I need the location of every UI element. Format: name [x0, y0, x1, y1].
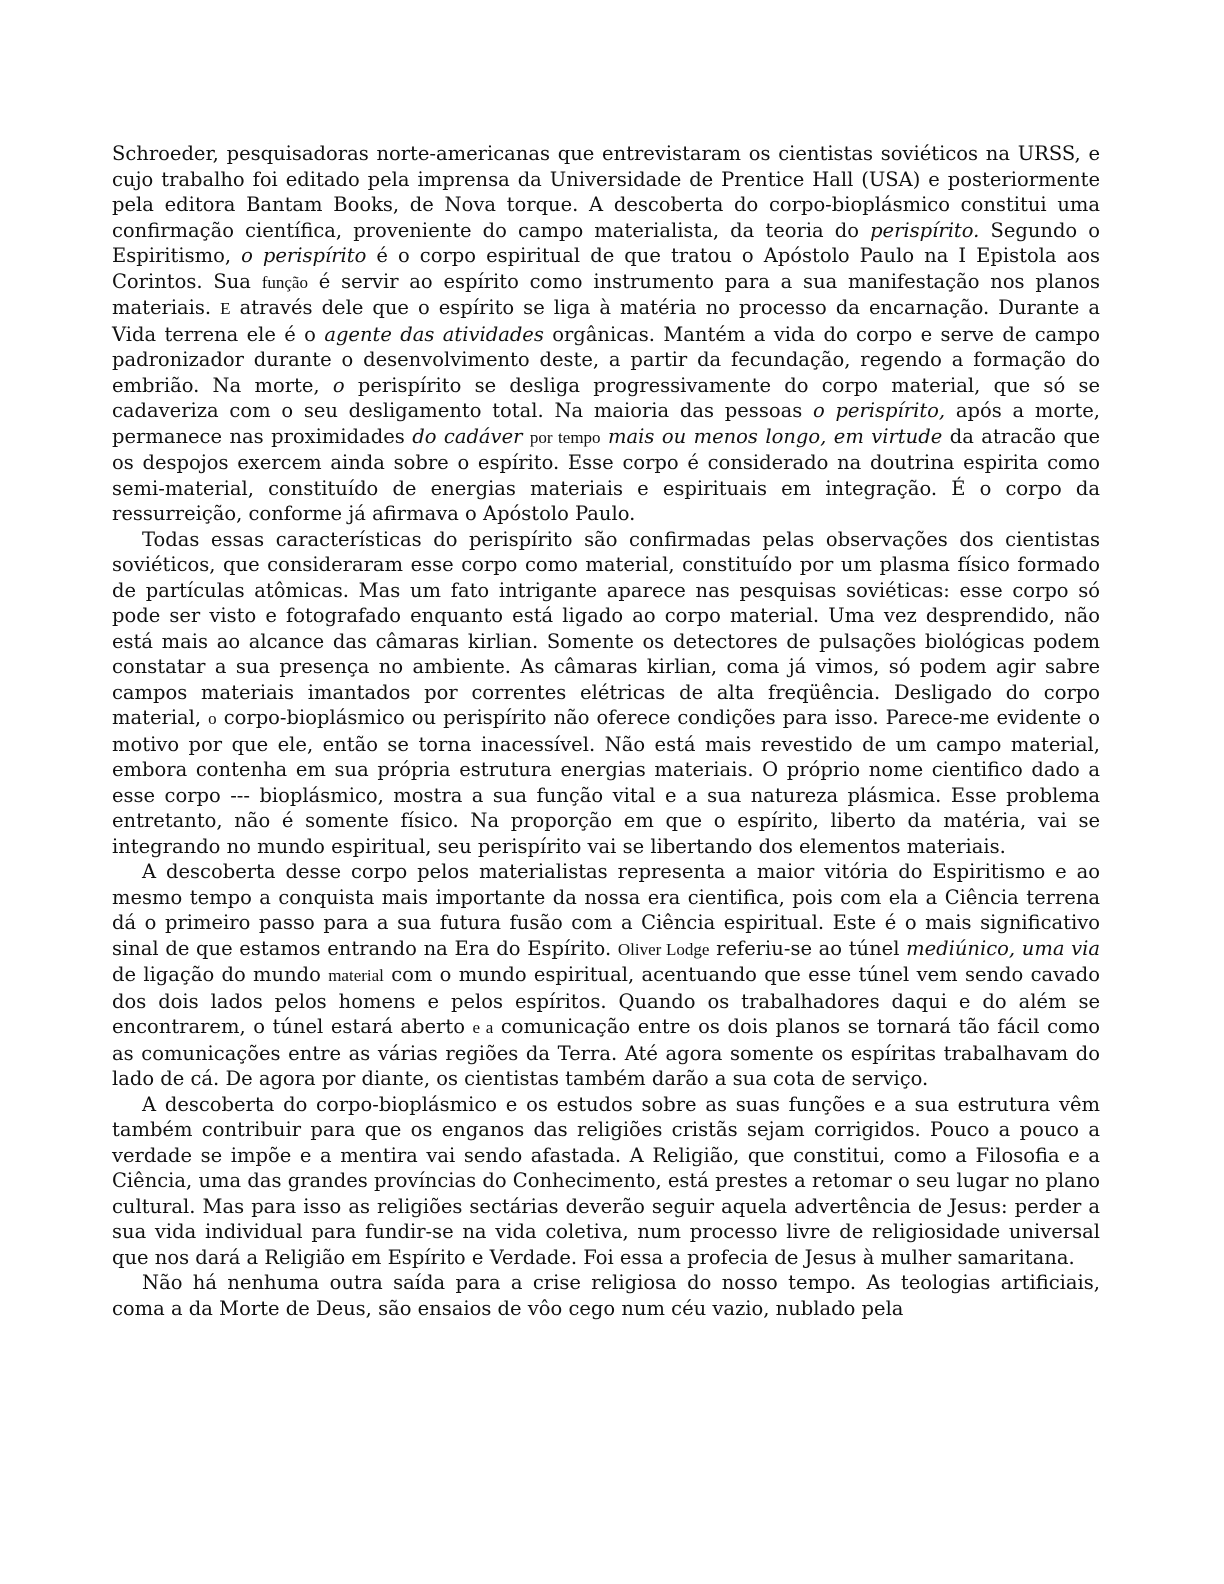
text-run — [601, 425, 608, 448]
text-run: com o mundo espiritual, acentuando que esse túnel vem sendo cavado dos dois lados pelos homens e pelos espíritos. Quando os trabalhadores daqui e do além se encontrarem, o túnel estará aberto — [112, 963, 1100, 1038]
italic-run: perispírito. — [870, 218, 980, 242]
text-run: da atracão que os despojos exercem ainda sobre o espírito. Esse corpo é considerado na doutrina espirita como semi-material, constituído de energias materiais e espirituais em integração. É o corpo da ressurreição, conforme já afirmava o Apóstolo Paulo. — [112, 424, 1101, 525]
small-run: E — [220, 299, 231, 318]
paragraph-1 — [112, 141, 1100, 527]
text-run — [522, 425, 529, 448]
text-run: perispírito se desliga progressivamente do corpo material, que só se cadaveriza com o seu desligamento total. Na maioria das pessoas — [112, 373, 1100, 422]
italic-run: o perispírito — [241, 244, 367, 267]
text-run: através dele que o espírito se liga à matéria no processo da encarnação. Durante a Vida terrena ele é o — [112, 296, 1100, 346]
italic-run: o perispírito, — [812, 399, 946, 422]
paragraph-3 — [112, 859, 1100, 1092]
text-run: Segundo o Espiritismo, — [112, 218, 1100, 267]
italic-run: do cadáver — [412, 424, 523, 448]
paragraph-4 — [112, 1092, 1100, 1271]
document-page — [112, 141, 1100, 1321]
paragraph-5 — [112, 1270, 1100, 1321]
text-run: A descoberta desse corpo pelos materialistas representa a maior vitória do Espiritismo e ao mesmo tempo a conquista mais importante da nossa era cientifica, pois com ela a Ciência terrena dá o primeiro passo para a sua futura fusão com a Ciência espiritual. Este é o mais significativo sinal de que estamos entrando na Era do Espírito. — [112, 860, 1100, 960]
text-run: A descoberta do corpo-bioplásmico e os estudos sobre as suas funções e a sua estrutura vêm também contribuir para que os enganos das religiões cristãs sejam corrigidos. Pouco a pouco a verdade se impõe e a mentira vai sendo afastada. A Religião, que constitui, como a Filosofia e a Ciência, uma das grandes províncias do Conhecimento, está prestes a retomar o seu lugar no plano cultural. Mas para isso as religiões sectárias deverão seguir aquela advertência de Jesus: perder a sua vida individual para fundir-se na vida coletiva, num processo livre de religiosidade universal que nos dará a Religião em Espírito e Verdade. Foi essa a profecia de Jesus à mulher samaritana. — [112, 1092, 1100, 1269]
small-run: o — [208, 709, 217, 728]
italic-run: mediúnico, uma via — [906, 936, 1101, 960]
text-run: de ligação do mundo — [112, 963, 329, 986]
text-run: Não há nenhuma outra saída para a crise religiosa do nosso tempo. As teologias artificiais, coma a da Morte de Deus, são ensaios de vôo cego num céu vazio, nublado pela — [112, 1271, 1100, 1320]
text-run: é servir ao espírito como instrumento para a sua manifestação nos planos materiais. — [112, 269, 1101, 319]
text-run: é o corpo espiritual de que tratou o Apóstolo Paulo na I Epistola aos Corintos. Sua — [112, 244, 1100, 293]
italic-run: mais ou menos longo, em virtude — [608, 424, 943, 448]
text-run: referiu-se ao túnel — [709, 936, 907, 960]
text-run: Todas essas características do perispírito são confirmadas pelas observações dos cientistas soviéticos, que consideraram esse corpo como material, constituído por um plasma físico formado de partículas atômicas. Mas um fato intrigante aparece nas pesquisas soviéticas: esse corpo só pode ser visto e fotografado enquanto está ligado ao corpo material. Uma vez desprendido, não está mais ao alcance das câmaras kirlian. Somente os detectores de pulsações biológicas podem constatar a sua presença no ambiente. As câmaras kirlian, coma já vimos, só podem agir sabre campos materiais imantados por correntes elétricas de alta freqüência. Desligado do corpo material, — [112, 527, 1100, 729]
text-run: comunicação entre os dois planos se tornará tão fácil como as comunicações entre as várias regiões da Terra. Até agora somente os espíritas trabalhavam do lado de cá. De agora por diante, os cientistas também darão a sua cota de serviço. — [112, 1015, 1101, 1090]
text-run: orgânicas. Mantém a vida do corpo e serve de campo padronizador durante o desenvolvimento deste, a partir da fecundação, regendo a formação do embrião. Na morte, — [112, 322, 1101, 397]
small-run: material — [328, 966, 384, 985]
text-run: Schroeder, pesquisadoras norte-americanas que entrevistaram os cientistas soviéticos na URSS, e cujo trabalho foi editado pela imprensa da Universidade de Prentice Hall (USA) e posteriormente pela editora Bantam Books, de Nova torque. A descoberta do corpo-bioplásmico constitui uma confirmação científica, proveniente do campo materialista, da teoria do — [112, 142, 1100, 242]
italic-run: agente das atividades — [324, 322, 544, 346]
text-run: após a morte, permanece nas proximidades — [112, 399, 1100, 448]
small-run: por tempo — [529, 427, 601, 447]
italic-run: o — [332, 373, 345, 397]
small-run: função — [261, 272, 308, 292]
small-run: Oliver Lodge — [617, 939, 710, 959]
small-run: e a — [472, 1018, 494, 1037]
paragraph-2 — [112, 527, 1100, 860]
text-run: corpo-bioplásmico ou perispírito não oferece condições para isso. Parece-me evidente o motivo por que ele, então se torna inacessível. Não está mais revestido de um campo material, embora contenha em sua própria estrutura energias materiais. O próprio nome cientifico dado a esse corpo --- bioplásmico, mostra a sua função vital e a sua natureza plásmica. Esse problema entretanto, não é somente físico. Na proporção em que o espírito, liberto da matéria, vai se integrando no mundo espiritual, seu perispírito vai se libertando dos elementos materiais. — [112, 706, 1101, 858]
